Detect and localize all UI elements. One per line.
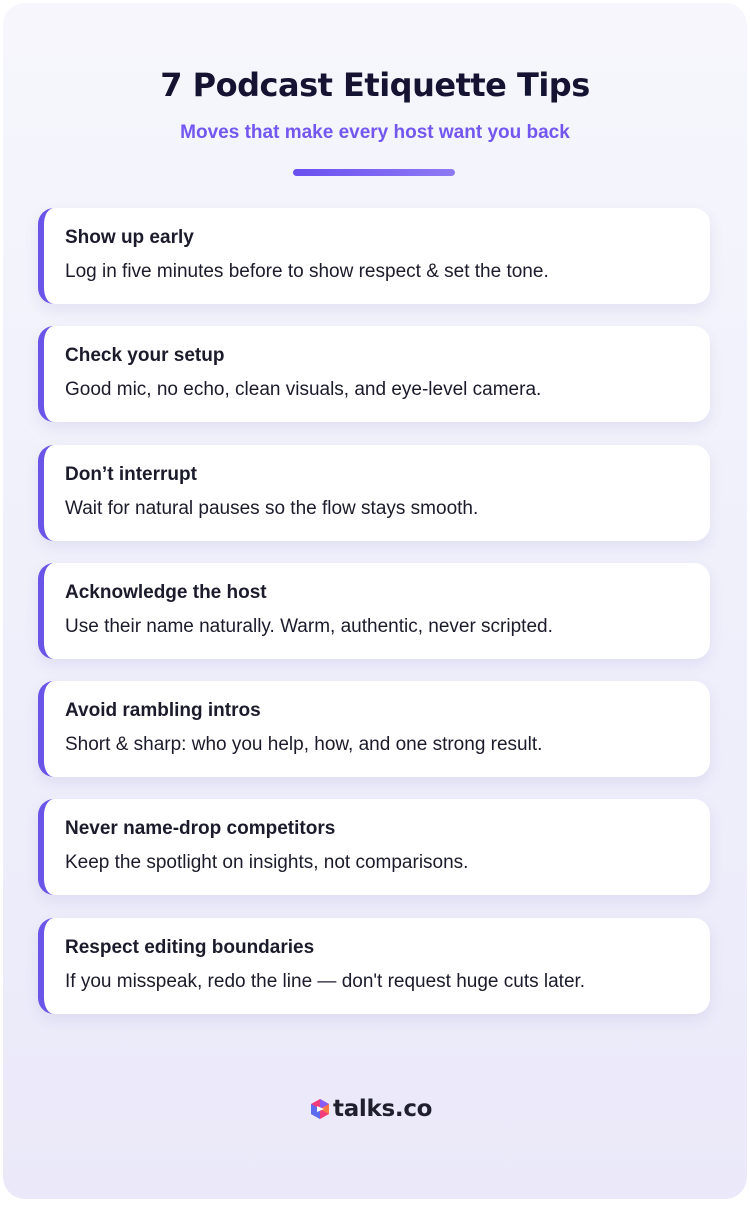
- tip-title: Show up early: [65, 227, 194, 248]
- tips-list: [38, 208, 710, 1036]
- talks-co-logo-icon: [310, 1098, 330, 1120]
- tip-description: Wait for natural pauses so the flow stays smooth.: [65, 497, 479, 519]
- tip-title: Acknowledge the host: [65, 581, 267, 603]
- tip-description: Use their name naturally. Warm, authentic, never scripted.: [65, 615, 553, 637]
- tip-card: [38, 799, 710, 895]
- brand-name: talks.co: [333, 1096, 433, 1122]
- tip-description: If you misspeak, redo the line — don't request huge cuts later.: [65, 970, 586, 992]
- brand-footer: [310, 1093, 432, 1125]
- tip-description: Short & sharp: who you help, how, and one strong result.: [65, 734, 543, 756]
- tip-card: [38, 326, 710, 422]
- tip-title: Don’t interrupt: [65, 463, 197, 485]
- tip-card: [38, 681, 710, 777]
- tip-description: Log in five minutes before to show respect & set the tone.: [65, 261, 549, 282]
- tip-card: [38, 918, 710, 1014]
- tip-card: [38, 563, 710, 659]
- tip-description: Good mic, no echo, clean visuals, and eye-level camera.: [65, 379, 542, 401]
- title-underline-divider: [293, 169, 455, 176]
- tip-card: [38, 445, 710, 541]
- tip-title: Never name-drop competitors: [65, 818, 336, 840]
- tip-title: Respect editing boundaries: [65, 936, 315, 958]
- tip-description: Keep the spotlight on insights, not comparisons.: [65, 852, 469, 874]
- tip-card: [38, 208, 710, 304]
- tip-title: Check your setup: [65, 345, 225, 367]
- page-title: 7 Podcast Etiquette Tips: [160, 66, 590, 104]
- page-subtitle: Moves that make every host want you back: [180, 122, 570, 143]
- tip-title: Avoid rambling intros: [65, 700, 261, 722]
